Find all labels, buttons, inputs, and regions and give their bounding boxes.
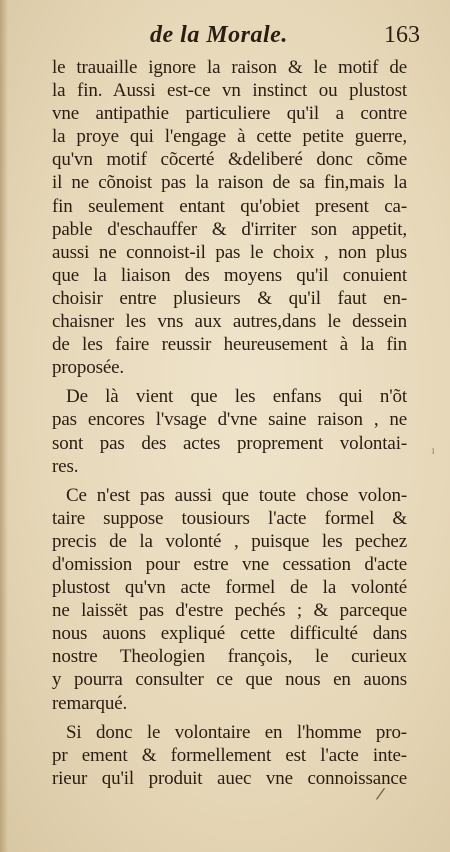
text-line: Si donc le volontaire en l'homme pro- xyxy=(66,721,407,743)
text-line: fin seulement entant qu'obiet present ca- xyxy=(52,195,407,217)
text-line: la fin. Aussi est-ce vn instinct ou plustost xyxy=(52,80,407,102)
text-line: choisir entre plusieurs & qu'il faut en- xyxy=(52,287,407,309)
margin-ink-mark: ˡ xyxy=(432,447,435,460)
text-line: res. xyxy=(52,455,79,477)
text-line: d'omission pour estre vne cessation d'acte xyxy=(52,553,407,575)
text-line: proposée. xyxy=(52,357,124,379)
text-line: chaisner les vns aux autres,dans le dessein xyxy=(52,311,407,333)
text-line: rieur qu'il produit auec vne connoissance xyxy=(52,767,407,789)
text-line: le trauaille ignore la raison & le motif de xyxy=(52,57,407,78)
paragraph-2 xyxy=(52,385,407,477)
text-line: nostre Theologien françois, le curieux xyxy=(52,646,407,668)
text-line: pr ement & formellement est l'acte inte- xyxy=(52,744,407,766)
text-line: que la liaison des moyens qu'il conuient xyxy=(52,264,407,286)
page-number: 163 xyxy=(384,22,420,48)
text-line: plustost qu'vn acte formel de la volonté xyxy=(52,577,407,599)
text-line: Ce n'est pas aussi que toute chose volon- xyxy=(66,484,407,506)
page-header xyxy=(150,18,420,52)
page-gutter-shadow xyxy=(0,0,8,852)
running-head: de la Morale. xyxy=(150,22,288,48)
text-line: pas encores l'vsage d'vne saine raison , ne xyxy=(52,409,407,431)
paragraph-3 xyxy=(52,484,407,715)
paragraph-1 xyxy=(52,56,407,379)
body-text xyxy=(52,56,407,796)
text-line: taire suppose tousiours l'acte formel & xyxy=(52,507,407,529)
text-line: remarqué. xyxy=(52,692,128,714)
text-line: qu'vn motif cõcerté &deliberé donc cõme xyxy=(52,149,407,171)
margin-ink-mark: / xyxy=(375,783,387,804)
paragraph-4 xyxy=(52,721,407,790)
text-line: de les faire reussir heureusement à la fin xyxy=(52,334,407,356)
text-line: y pourra consulter ce que nous en auons xyxy=(52,669,407,691)
text-line: nous auons expliqué cette difficulté dans xyxy=(52,623,407,645)
text-line: la proye qui l'engage à cette petite guerre, xyxy=(52,126,407,148)
text-line: il ne cõnoist pas la raison de sa fin,mais la xyxy=(52,172,407,194)
text-line: vne antipathie particuliere qu'il a contre xyxy=(52,103,407,125)
text-line: precis de la volonté , puisque les pechez xyxy=(52,530,407,552)
text-line: sont pas des actes proprement volontai- xyxy=(52,432,407,454)
text-line: De là vient que les enfans qui n'õt xyxy=(66,386,407,408)
text-line: aussi ne connoist-il pas le choix , non plus xyxy=(52,241,407,263)
text-line: pable d'eschauffer & d'irriter son appetit, xyxy=(52,218,407,240)
text-line: ne laissët pas d'estre pechés ; & parceque xyxy=(52,600,407,622)
